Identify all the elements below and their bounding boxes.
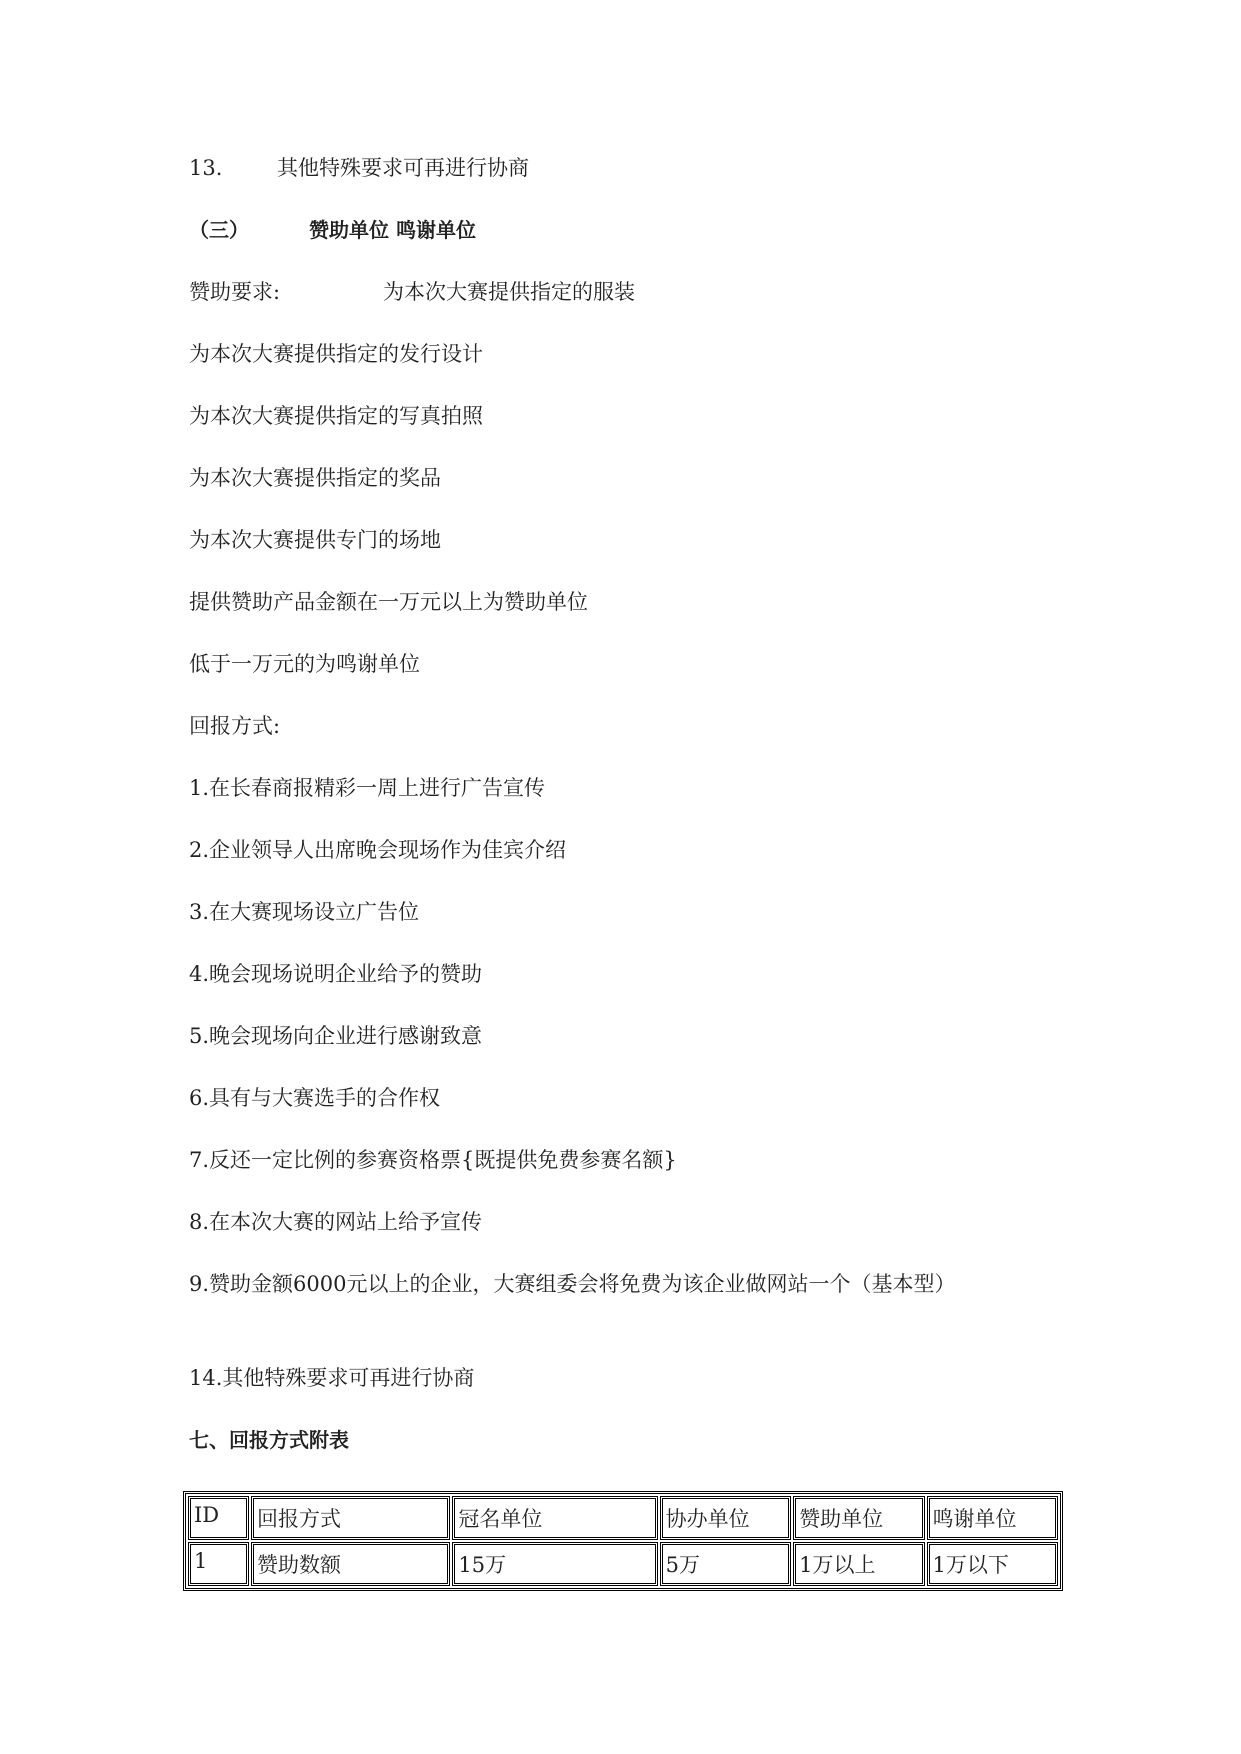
section-3-title: 赞助单位 鸣谢单位 <box>309 218 476 242</box>
item-13-number: 13. <box>189 156 223 180</box>
table-header-cell: 回报方式 <box>251 1496 450 1540</box>
table-header-cell: 鸣谢单位 <box>927 1496 1058 1540</box>
item-13-text: 其他特殊要求可再进行协商 <box>277 156 529 180</box>
table-row <box>188 1542 1058 1586</box>
table-header-cell: 赞助单位 <box>793 1496 924 1540</box>
table-cell: 1万以上 <box>793 1542 924 1586</box>
requirement-item: 提供赞助产品金额在一万元以上为赞助单位 <box>189 590 588 614</box>
return-item: 5.晚会现场向企业进行感谢致意 <box>189 1024 483 1048</box>
return-item: 8.在本次大赛的网站上给予宣传 <box>189 1210 483 1234</box>
table-cell: 5万 <box>660 1542 791 1586</box>
section-3-heading <box>189 217 476 243</box>
return-item: 6.具有与大赛选手的合作权 <box>189 1086 441 1110</box>
sponsor-requirement-label: 赞助要求: <box>189 280 281 304</box>
return-item: 3.在大赛现场设立广告位 <box>189 900 420 924</box>
table-cell: 赞助数额 <box>251 1542 450 1586</box>
item-13 <box>189 155 529 181</box>
requirement-item: 为本次大赛提供指定的奖品 <box>189 466 441 490</box>
sponsor-requirement-line <box>189 279 635 305</box>
table-header-row <box>188 1496 1058 1540</box>
table-header-cell: ID <box>188 1496 249 1540</box>
item-14: 14.其他特殊要求可再进行协商 <box>189 1366 475 1390</box>
table-cell: 1 <box>188 1542 249 1586</box>
table-header-cell: 协办单位 <box>660 1496 791 1540</box>
returns-table <box>183 1491 1063 1591</box>
requirement-item: 为本次大赛提供专门的场地 <box>189 528 441 552</box>
returns-label: 回报方式: <box>189 714 281 738</box>
return-item: 4.晚会现场说明企业给予的赞助 <box>189 962 483 986</box>
return-item: 9.赞助金额6000元以上的企业，大赛组委会将免费为该企业做网站一个（基本型） <box>189 1272 956 1296</box>
return-item: 7.反还一定比例的参赛资格票{既提供免费参赛名额} <box>189 1148 677 1172</box>
section-3-number: （三） <box>189 218 249 242</box>
requirement-item: 为本次大赛提供指定的发行设计 <box>189 342 483 366</box>
sponsor-requirement-first: 为本次大赛提供指定的服装 <box>383 280 635 304</box>
table-header-cell: 冠名单位 <box>452 1496 657 1540</box>
requirement-item: 低于一万元的为鸣谢单位 <box>189 652 420 676</box>
return-item: 1.在长春商报精彩一周上进行广告宣传 <box>189 776 546 800</box>
table-cell: 15万 <box>452 1542 657 1586</box>
requirement-item: 为本次大赛提供指定的写真拍照 <box>189 404 483 428</box>
table-cell: 1万以下 <box>927 1542 1058 1586</box>
return-item: 2.企业领导人出席晚会现场作为佳宾介绍 <box>189 838 567 862</box>
section-7-title: 七、回报方式附表 <box>189 1428 349 1452</box>
